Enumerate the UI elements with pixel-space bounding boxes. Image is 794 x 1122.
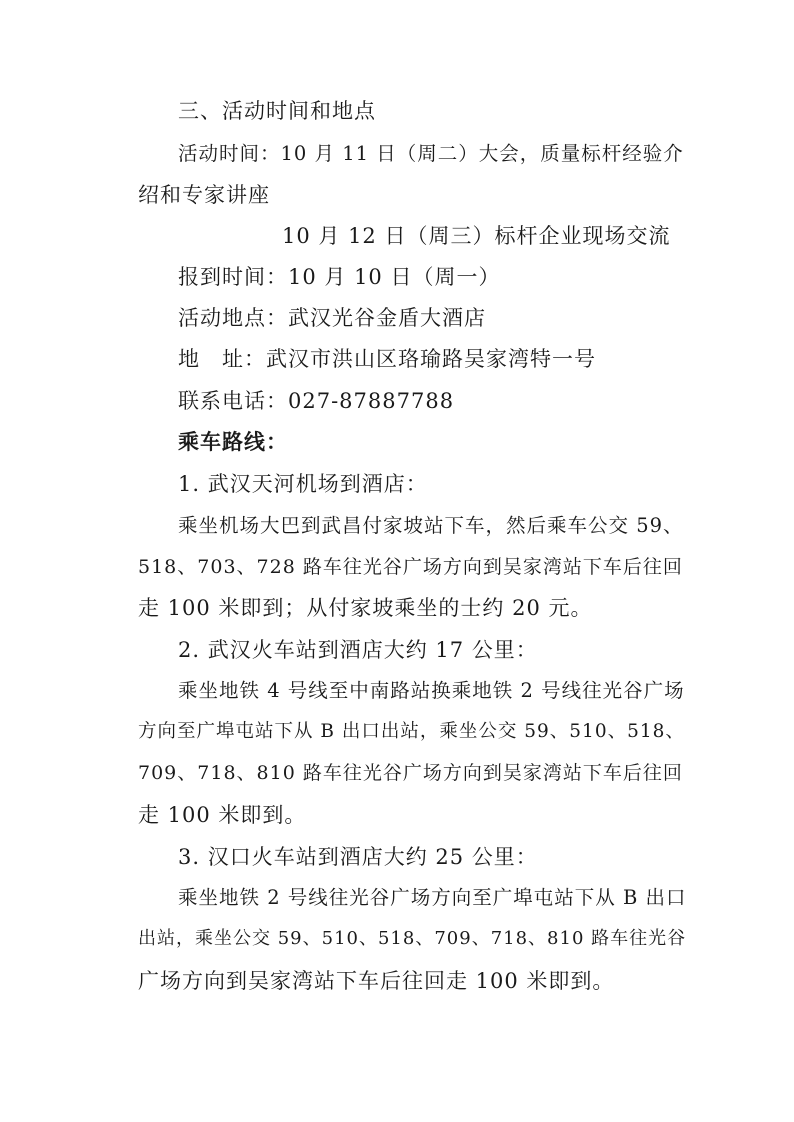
route-heading: 3. 汉口火车站到酒店大约 25 公里： bbox=[178, 845, 538, 869]
route-text-line: 出站，乘坐公交 59、510、518、709、718、810 路车往光谷 bbox=[138, 928, 687, 949]
routes-title: 乘车路线： bbox=[178, 429, 288, 454]
route-text-line: 走 100 米即到。 bbox=[138, 803, 307, 827]
phone: 联系电话：027-87887788 bbox=[178, 389, 455, 413]
route-heading: 1. 武汉天河机场到酒店： bbox=[178, 472, 428, 496]
activity-time-line: 绍和专家讲座 bbox=[138, 183, 270, 207]
route-text-line: 乘坐地铁 4 号线至中南路站换乘地铁 2 号线往光谷广场 bbox=[178, 679, 685, 702]
route-text-line: 走 100 米即到；从付家坡乘坐的士约 20 元。 bbox=[138, 596, 593, 620]
route-text-line: 广场方向到吴家湾站下车后往回走 100 米即到。 bbox=[138, 969, 615, 993]
route-heading: 2. 武汉火车站到酒店大约 17 公里： bbox=[178, 638, 538, 662]
activity-time-line: 活动时间：10 月 11 日（周二）大会，质量标杆经验介 bbox=[178, 142, 684, 165]
route-text-line: 乘坐机场大巴到武昌付家坡站下车，然后乘车公交 59、 bbox=[178, 514, 684, 537]
route-text-line: 方向至广埠屯站下从 B 出口出站，乘坐公交 59、510、518、 bbox=[138, 721, 685, 742]
report-time: 报到时间：10 月 10 日（周一） bbox=[178, 265, 501, 289]
route-text-line: 518、703、728 路车往光谷广场方向到吴家湾站下车后往回 bbox=[138, 556, 683, 578]
activity-time-line: 10 月 12 日（周三）标杆企业现场交流 bbox=[282, 224, 671, 248]
route-text-line: 709、718、810 路车往光谷广场方向到吴家湾站下车后往回 bbox=[138, 762, 683, 784]
address: 地 址：武汉市洪山区珞瑜路吴家湾特一号 bbox=[178, 347, 596, 371]
route-text-line: 乘坐地铁 2 号线往光谷广场方向至广埠屯站下从 B 出口 bbox=[178, 886, 687, 909]
venue: 活动地点：武汉光谷金盾大酒店 bbox=[178, 306, 486, 330]
section-heading: 三、活动时间和地点 bbox=[178, 99, 376, 123]
